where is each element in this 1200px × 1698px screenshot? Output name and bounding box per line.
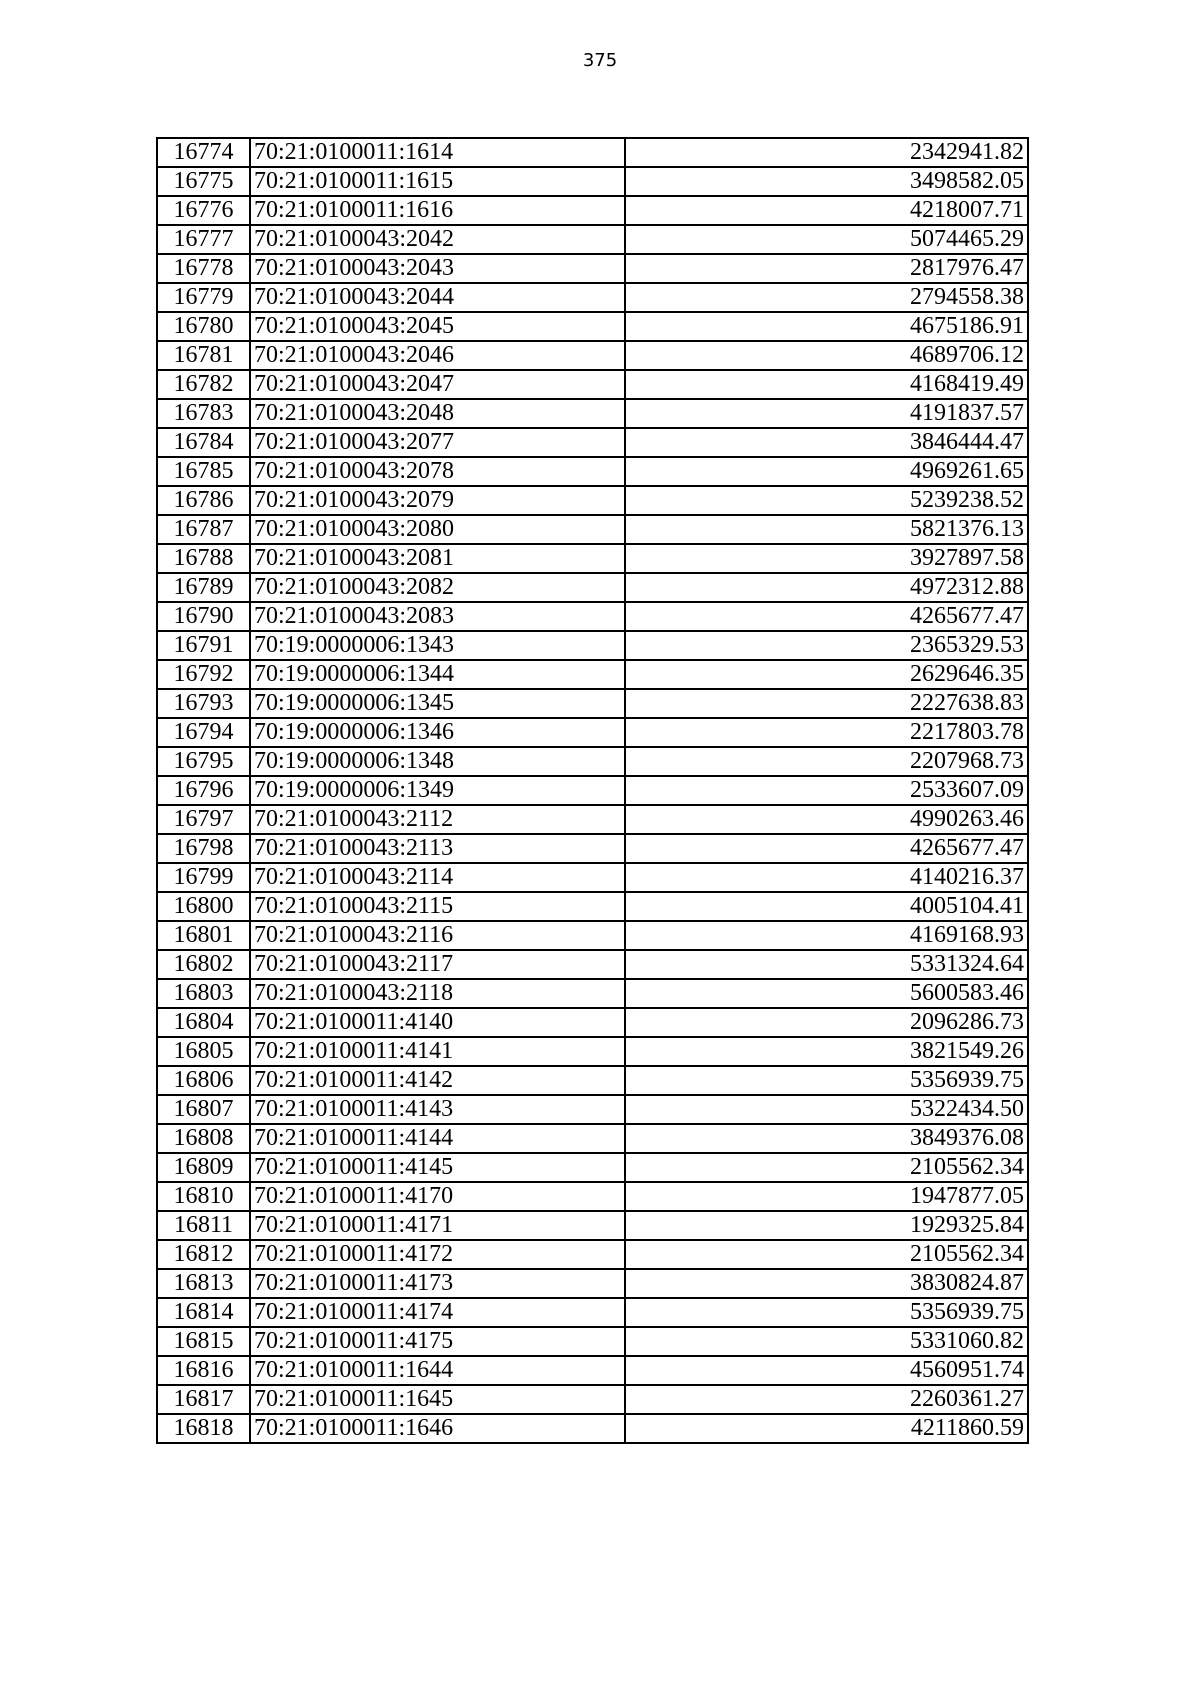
value-cell: 3849376.08	[625, 1124, 1028, 1153]
row-number-cell: 16781	[157, 341, 250, 370]
value-cell: 2105562.34	[625, 1240, 1028, 1269]
cadastral-id-cell: 70:21:0100043:2116	[250, 921, 625, 950]
table-row	[157, 399, 1028, 428]
cadastral-id-cell: 70:21:0100011:1644	[250, 1356, 625, 1385]
cadastral-id-cell: 70:21:0100043:2078	[250, 457, 625, 486]
row-number-cell: 16805	[157, 1037, 250, 1066]
cadastral-id-cell: 70:21:0100043:2118	[250, 979, 625, 1008]
row-number-cell: 16777	[157, 225, 250, 254]
value-cell: 4218007.71	[625, 196, 1028, 225]
table-row	[157, 631, 1028, 660]
row-number-cell: 16779	[157, 283, 250, 312]
table-row	[157, 1385, 1028, 1414]
value-cell: 4265677.47	[625, 834, 1028, 863]
table-row	[157, 1095, 1028, 1124]
table-body	[157, 138, 1028, 1443]
value-cell: 2227638.83	[625, 689, 1028, 718]
value-cell: 2260361.27	[625, 1385, 1028, 1414]
value-cell: 4140216.37	[625, 863, 1028, 892]
table-row	[157, 167, 1028, 196]
value-cell: 4689706.12	[625, 341, 1028, 370]
row-number-cell: 16815	[157, 1327, 250, 1356]
value-cell: 4191837.57	[625, 399, 1028, 428]
row-number-cell: 16818	[157, 1414, 250, 1443]
table-row	[157, 718, 1028, 747]
cadastral-id-cell: 70:21:0100043:2117	[250, 950, 625, 979]
row-number-cell: 16813	[157, 1269, 250, 1298]
value-cell: 2629646.35	[625, 660, 1028, 689]
table-row	[157, 921, 1028, 950]
row-number-cell: 16816	[157, 1356, 250, 1385]
table-row	[157, 254, 1028, 283]
value-cell: 2533607.09	[625, 776, 1028, 805]
row-number-cell: 16807	[157, 1095, 250, 1124]
row-number-cell: 16802	[157, 950, 250, 979]
value-cell: 4005104.41	[625, 892, 1028, 921]
cadastral-id-cell: 70:21:0100043:2079	[250, 486, 625, 515]
row-number-cell: 16782	[157, 370, 250, 399]
cadastral-id-cell: 70:21:0100011:4145	[250, 1153, 625, 1182]
cadastral-id-cell: 70:21:0100011:1646	[250, 1414, 625, 1443]
value-cell: 4211860.59	[625, 1414, 1028, 1443]
value-cell: 3498582.05	[625, 167, 1028, 196]
row-number-cell: 16791	[157, 631, 250, 660]
cadastral-id-cell: 70:21:0100043:2080	[250, 515, 625, 544]
table-row	[157, 486, 1028, 515]
cadastral-id-cell: 70:21:0100011:4171	[250, 1211, 625, 1240]
table-row	[157, 805, 1028, 834]
row-number-cell: 16797	[157, 805, 250, 834]
table-row	[157, 138, 1028, 167]
value-cell: 5074465.29	[625, 225, 1028, 254]
cadastral-id-cell: 70:21:0100011:1614	[250, 138, 625, 167]
cadastral-id-cell: 70:21:0100011:4173	[250, 1269, 625, 1298]
cadastral-id-cell: 70:21:0100043:2044	[250, 283, 625, 312]
table-row	[157, 950, 1028, 979]
table-row	[157, 1037, 1028, 1066]
row-number-cell: 16803	[157, 979, 250, 1008]
value-cell: 4972312.88	[625, 573, 1028, 602]
table-row	[157, 1356, 1028, 1385]
cadastral-id-cell: 70:21:0100011:4172	[250, 1240, 625, 1269]
row-number-cell: 16789	[157, 573, 250, 602]
cadastral-id-cell: 70:19:0000006:1348	[250, 747, 625, 776]
row-number-cell: 16811	[157, 1211, 250, 1240]
cadastral-id-cell: 70:21:0100011:4141	[250, 1037, 625, 1066]
value-cell: 5821376.13	[625, 515, 1028, 544]
value-cell: 2342941.82	[625, 138, 1028, 167]
row-number-cell: 16793	[157, 689, 250, 718]
value-cell: 1947877.05	[625, 1182, 1028, 1211]
row-number-cell: 16786	[157, 486, 250, 515]
row-number-cell: 16783	[157, 399, 250, 428]
value-cell: 2207968.73	[625, 747, 1028, 776]
cadastral-id-cell: 70:21:0100011:4174	[250, 1298, 625, 1327]
row-number-cell: 16785	[157, 457, 250, 486]
row-number-cell: 16798	[157, 834, 250, 863]
table-row	[157, 602, 1028, 631]
value-cell: 3821549.26	[625, 1037, 1028, 1066]
cadastral-id-cell: 70:21:0100043:2081	[250, 544, 625, 573]
cadastral-id-cell: 70:19:0000006:1344	[250, 660, 625, 689]
table-row	[157, 979, 1028, 1008]
table-row	[157, 1414, 1028, 1443]
cadastral-id-cell: 70:21:0100043:2115	[250, 892, 625, 921]
table-row	[157, 428, 1028, 457]
table-row	[157, 515, 1028, 544]
cadastral-id-cell: 70:21:0100011:4144	[250, 1124, 625, 1153]
cadastral-id-cell: 70:21:0100043:2043	[250, 254, 625, 283]
table-row	[157, 544, 1028, 573]
cadastral-id-cell: 70:21:0100043:2045	[250, 312, 625, 341]
value-cell: 4265677.47	[625, 602, 1028, 631]
cadastral-id-cell: 70:19:0000006:1346	[250, 718, 625, 747]
table-row	[157, 341, 1028, 370]
row-number-cell: 16799	[157, 863, 250, 892]
value-cell: 2817976.47	[625, 254, 1028, 283]
page-number: 375	[582, 50, 618, 71]
table-row	[157, 1240, 1028, 1269]
table-row	[157, 196, 1028, 225]
value-cell: 5331324.64	[625, 950, 1028, 979]
row-number-cell: 16801	[157, 921, 250, 950]
row-number-cell: 16810	[157, 1182, 250, 1211]
value-cell: 4560951.74	[625, 1356, 1028, 1385]
row-number-cell: 16800	[157, 892, 250, 921]
table-row	[157, 1008, 1028, 1037]
cadastral-id-cell: 70:21:0100043:2082	[250, 573, 625, 602]
row-number-cell: 16814	[157, 1298, 250, 1327]
table-row	[157, 660, 1028, 689]
row-number-cell: 16809	[157, 1153, 250, 1182]
table-row	[157, 1066, 1028, 1095]
value-cell: 5356939.75	[625, 1066, 1028, 1095]
table-row	[157, 283, 1028, 312]
value-cell: 1929325.84	[625, 1211, 1028, 1240]
row-number-cell: 16790	[157, 602, 250, 631]
value-cell: 4990263.46	[625, 805, 1028, 834]
value-cell: 2794558.38	[625, 283, 1028, 312]
table-row	[157, 892, 1028, 921]
row-number-cell: 16776	[157, 196, 250, 225]
value-cell: 4969261.65	[625, 457, 1028, 486]
cadastral-id-cell: 70:19:0000006:1343	[250, 631, 625, 660]
value-cell: 5356939.75	[625, 1298, 1028, 1327]
table-row	[157, 834, 1028, 863]
cadastral-id-cell: 70:21:0100011:1615	[250, 167, 625, 196]
value-cell: 2105562.34	[625, 1153, 1028, 1182]
table-row	[157, 312, 1028, 341]
row-number-cell: 16788	[157, 544, 250, 573]
data-table	[156, 137, 1029, 1444]
value-cell: 4675186.91	[625, 312, 1028, 341]
table-row	[157, 1269, 1028, 1298]
value-cell: 4168419.49	[625, 370, 1028, 399]
row-number-cell: 16778	[157, 254, 250, 283]
row-number-cell: 16775	[157, 167, 250, 196]
table-row	[157, 1327, 1028, 1356]
table-row	[157, 573, 1028, 602]
cadastral-id-cell: 70:19:0000006:1349	[250, 776, 625, 805]
cadastral-id-cell: 70:21:0100043:2042	[250, 225, 625, 254]
cadastral-id-cell: 70:21:0100011:4170	[250, 1182, 625, 1211]
row-number-cell: 16808	[157, 1124, 250, 1153]
row-number-cell: 16794	[157, 718, 250, 747]
table-row	[157, 1153, 1028, 1182]
cadastral-id-cell: 70:21:0100011:4142	[250, 1066, 625, 1095]
row-number-cell: 16784	[157, 428, 250, 457]
cadastral-id-cell: 70:21:0100043:2113	[250, 834, 625, 863]
value-cell: 3830824.87	[625, 1269, 1028, 1298]
table-row	[157, 457, 1028, 486]
value-cell: 5239238.52	[625, 486, 1028, 515]
table-row	[157, 370, 1028, 399]
cadastral-id-cell: 70:19:0000006:1345	[250, 689, 625, 718]
row-number-cell: 16792	[157, 660, 250, 689]
value-cell: 5600583.46	[625, 979, 1028, 1008]
table-row	[157, 1182, 1028, 1211]
value-cell: 2096286.73	[625, 1008, 1028, 1037]
cadastral-id-cell: 70:21:0100043:2114	[250, 863, 625, 892]
cadastral-id-cell: 70:21:0100043:2048	[250, 399, 625, 428]
cadastral-id-cell: 70:21:0100043:2046	[250, 341, 625, 370]
row-number-cell: 16806	[157, 1066, 250, 1095]
cadastral-id-cell: 70:21:0100043:2077	[250, 428, 625, 457]
cadastral-id-cell: 70:21:0100011:1645	[250, 1385, 625, 1414]
table-row	[157, 747, 1028, 776]
cadastral-id-cell: 70:21:0100011:4140	[250, 1008, 625, 1037]
cadastral-id-cell: 70:21:0100043:2047	[250, 370, 625, 399]
row-number-cell: 16817	[157, 1385, 250, 1414]
table-row	[157, 689, 1028, 718]
value-cell: 4169168.93	[625, 921, 1028, 950]
value-cell: 2365329.53	[625, 631, 1028, 660]
value-cell: 5322434.50	[625, 1095, 1028, 1124]
row-number-cell: 16796	[157, 776, 250, 805]
value-cell: 5331060.82	[625, 1327, 1028, 1356]
row-number-cell: 16787	[157, 515, 250, 544]
cadastral-id-cell: 70:21:0100043:2112	[250, 805, 625, 834]
value-cell: 2217803.78	[625, 718, 1028, 747]
table-row	[157, 225, 1028, 254]
table-row	[157, 1298, 1028, 1327]
row-number-cell: 16804	[157, 1008, 250, 1037]
cadastral-id-cell: 70:21:0100011:4143	[250, 1095, 625, 1124]
cadastral-id-cell: 70:21:0100011:1616	[250, 196, 625, 225]
row-number-cell: 16774	[157, 138, 250, 167]
cadastral-id-cell: 70:21:0100043:2083	[250, 602, 625, 631]
value-cell: 3846444.47	[625, 428, 1028, 457]
value-cell: 3927897.58	[625, 544, 1028, 573]
table-row	[157, 1211, 1028, 1240]
table-row	[157, 863, 1028, 892]
row-number-cell: 16780	[157, 312, 250, 341]
cadastral-id-cell: 70:21:0100011:4175	[250, 1327, 625, 1356]
table-row	[157, 776, 1028, 805]
row-number-cell: 16812	[157, 1240, 250, 1269]
row-number-cell: 16795	[157, 747, 250, 776]
table-row	[157, 1124, 1028, 1153]
